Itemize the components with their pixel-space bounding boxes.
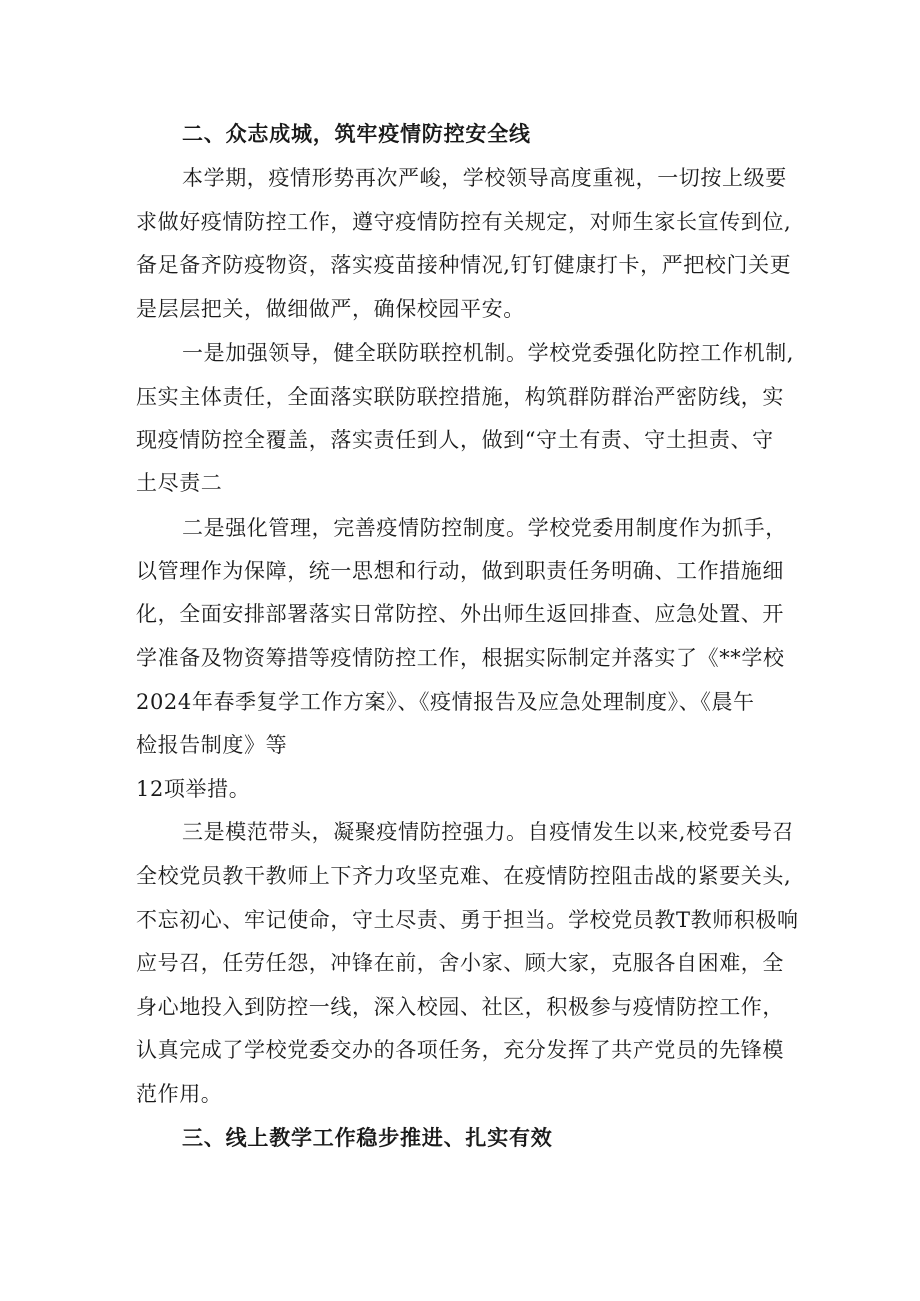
text-line: 三是模范带头，凝聚疫情防控强力。自疫情发生以来,校党委号召 (182, 820, 795, 844)
text-line: 是层层把关，做细做严，确保校园平安。 (136, 297, 525, 321)
text-line: 二是强化管理，完善疫情防控制度。学校党委用制度作为抓手， (182, 516, 787, 540)
text-line: 12项举措。 (136, 777, 251, 801)
text-line: 以管理作为保障，统一思想和行动，做到职责任务明确、工作措施细 (136, 559, 784, 583)
text-line: 全校党员教干教师上下齐力攻坚克难、在疫情防控阻击战的紧要关头, (136, 864, 792, 888)
text-line: 化，全面安排部署落实日常防控、外出师生返回排查、应急处置、开 (136, 602, 784, 626)
text-line: 现疫情防控全覆盖，落实责任到人，做到“守土有责、守土担责、守 (136, 428, 774, 452)
text-line: 一是加强领导，健全联防联控机制。学校党委强化防控工作机制, (182, 341, 795, 365)
text-line: 检报告制度》等 (136, 733, 288, 757)
text-line: 备足备齐防疫物资，落实疫苗接种情况,钉钉健康打卡，严把校门关更 (136, 253, 792, 277)
section-heading-2: 二、众志成城，筑牢疫情防控安全线 (182, 121, 531, 146)
text-line: 认真完成了学校党委交办的各项任务，充分发挥了共产党员的先锋模 (136, 1038, 784, 1062)
text-line: 2024年春季复学工作方案》、《疫情报告及应急处理制度》、《晨午 (136, 690, 755, 714)
section-heading-3: 三、线上教学工作稳步推进、扎实有效 (182, 1125, 553, 1150)
text-line: 土尽责二 (136, 471, 223, 495)
text-line: 学准备及物资筹措等疫情防控工作，根据实际制定并落实了《**学校 (136, 646, 785, 670)
text-line: 身心地投入到防控一线，深入校园、社区，积极参与疫情防控工作， (136, 995, 784, 1019)
text-line: 求做好疫情防控工作，遵守疫情防控有关规定，对师生家长宣传到位, (136, 210, 792, 234)
text-line: 压实主体责任，全面落实联防联控措施，构筑群防群治严密防线，实 (136, 385, 784, 409)
text-line: 不忘初心、牢记使命，守土尽责、勇于担当。学校党员教T教师积极响 (136, 908, 799, 932)
text-line: 应号召，任劳任怨，冲锋在前，舍小家、顾大家，克服各自困难，全 (136, 951, 784, 975)
text-line: 本学期，疫情形势再次严峻，学校领导高度重视，一切按上级要 (182, 166, 787, 190)
text-line: 范作用。 (136, 1082, 223, 1106)
